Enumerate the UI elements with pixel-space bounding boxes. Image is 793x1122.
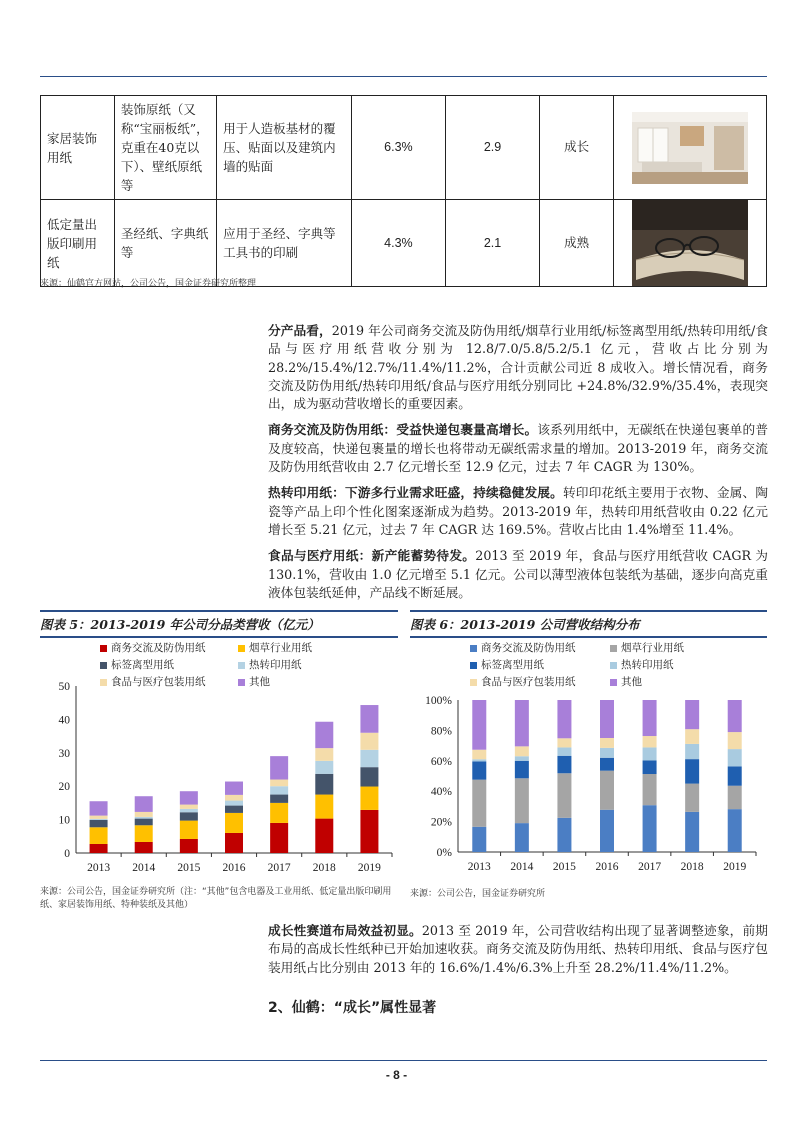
bar-segment bbox=[225, 782, 243, 795]
bar-segment bbox=[515, 756, 529, 761]
bar-segment bbox=[360, 787, 378, 810]
paragraph bbox=[268, 322, 768, 413]
y-tick-label: 30 bbox=[58, 747, 70, 760]
usage-cell: 用于人造板基材的覆压、贴面以及建筑内墙的贴面 bbox=[217, 96, 352, 200]
bar-segment bbox=[225, 801, 243, 806]
legend-swatch bbox=[238, 645, 245, 652]
category-cell: 低定量出版印刷用纸 bbox=[41, 200, 115, 287]
bar-segment bbox=[135, 812, 153, 817]
bar-segment bbox=[557, 773, 571, 818]
bar-segment bbox=[90, 827, 108, 844]
image-cell bbox=[614, 96, 767, 200]
figure6-title: 图表 6：2013-2019 公司营收结构分布 bbox=[410, 610, 767, 638]
legend-label: 商务交流及防伪用纸 bbox=[111, 642, 206, 654]
table-source: 来源：仙鹤官方网站，公司公告，国金证券研究所整理 bbox=[40, 279, 257, 289]
bar-segment bbox=[600, 771, 614, 810]
legend-label: 其他 bbox=[249, 676, 270, 688]
paragraph-lead: 商务交流及防伪用纸：受益快递包裹量高增长。 bbox=[268, 422, 538, 438]
paragraph-text: 2013 至 2019 年，食品与医疗用纸营收 CAGR 为 130.1%，营收由 1.0 亿元增至 5.1 亿元。公司以薄型液体包装纸为基础，逐步向高克重液体包装纸延伸，产品线不断延展。 bbox=[268, 548, 768, 600]
paragraph-lead: 热转印用纸：下游多行业需求旺盛，持续稳健发展。 bbox=[268, 485, 563, 501]
paragraph bbox=[268, 922, 768, 977]
x-tick-label: 2019 bbox=[723, 861, 747, 873]
bar-segment bbox=[557, 818, 571, 852]
legend-label: 烟草行业用纸 bbox=[621, 642, 684, 654]
x-tick-label: 2018 bbox=[680, 861, 704, 873]
bar-segment bbox=[315, 795, 333, 819]
legend-swatch bbox=[100, 645, 107, 652]
products-cell: 装饰原纸（又称“宝丽板纸”，克重在40克以下）、壁纸原纸等 bbox=[114, 96, 216, 200]
legend-swatch bbox=[610, 645, 617, 652]
bar-segment bbox=[643, 747, 657, 760]
bar-segment bbox=[90, 820, 108, 827]
usage-cell: 应用于圣经、字典等工具书的印刷 bbox=[217, 200, 352, 287]
legend-item bbox=[610, 657, 674, 672]
paragraph-lead: 食品与医疗用纸：新产能蓄势待发。 bbox=[268, 548, 476, 564]
legend-label: 标签离型用纸 bbox=[481, 659, 544, 671]
legend-label: 商务交流及防伪用纸 bbox=[481, 642, 576, 654]
legend-swatch bbox=[470, 662, 477, 669]
bar-segment bbox=[643, 760, 657, 774]
bar-segment bbox=[270, 780, 288, 787]
x-tick-label: 2019 bbox=[357, 862, 381, 874]
legend-label: 食品与医疗包装用纸 bbox=[111, 676, 206, 688]
page-number: - 8 - bbox=[385, 1068, 408, 1082]
bar-segment bbox=[180, 805, 198, 809]
bar-segment bbox=[270, 756, 288, 779]
x-tick-label: 2014 bbox=[510, 861, 534, 873]
bar-segment bbox=[360, 810, 378, 853]
bar-segment bbox=[472, 827, 486, 852]
y-tick-label: 20 bbox=[58, 781, 70, 794]
bar-segment bbox=[472, 750, 486, 760]
bar-segment bbox=[685, 744, 699, 759]
x-tick-label: 2015 bbox=[177, 862, 201, 874]
x-tick-label: 2013 bbox=[87, 862, 111, 874]
paragraph-text: 转印印花纸主要用于衣物、金属、陶瓷等产品上印个性化图案逐渐成为趋势。2013-2019 年，热转印用纸营收由 0.22 亿元增长至 5.21 亿元，过去 7 年 CAGR 达 169.5%。营收占比由 1.4%增至 11.4%。 bbox=[268, 485, 769, 537]
bar-segment bbox=[515, 746, 529, 756]
legend-item bbox=[470, 640, 576, 655]
bar-segment bbox=[600, 810, 614, 852]
x-tick-label: 2013 bbox=[467, 861, 491, 873]
paragraph-text: 2019 年公司商务交流及防伪用纸/烟草行业用纸/标签离型用纸/热转印用纸/食品与医疗用纸营收分别为 12.8/7.0/5.8/5.2/5.1 亿元，营收占比分别为 28.2%/15.4%/12.7%/11.4%/11.2%，合计贡献公司近 8 成收入。增长情况看，商务交流及防伪用纸/热转印用纸/食品与医疗用纸分别同比 +24.8%/32.9%/35.4%，表现突出，成为驱动营收增长的重要因素。 bbox=[268, 323, 769, 412]
y-tick-label: 80% bbox=[430, 725, 452, 738]
legend-swatch bbox=[100, 662, 107, 669]
bar-segment bbox=[225, 833, 243, 853]
legend-label: 标签离型用纸 bbox=[111, 659, 174, 671]
x-tick-label: 2017 bbox=[638, 861, 662, 873]
revenue-by-category-chart bbox=[40, 680, 398, 880]
revenue-structure-chart bbox=[410, 690, 767, 880]
bar-segment bbox=[685, 700, 699, 729]
bar-segment bbox=[515, 778, 529, 823]
legend-label: 烟草行业用纸 bbox=[249, 642, 312, 654]
bar-segment bbox=[600, 758, 614, 771]
bar-segment bbox=[180, 809, 198, 812]
bar-segment bbox=[225, 813, 243, 833]
bar-segment bbox=[557, 756, 571, 773]
bar-segment bbox=[270, 795, 288, 803]
bar-segment bbox=[225, 806, 243, 813]
book-glasses-photo bbox=[632, 200, 748, 286]
table-row bbox=[41, 96, 767, 200]
bar-segment bbox=[685, 812, 699, 852]
bar-segment bbox=[472, 700, 486, 750]
bar-segment bbox=[643, 805, 657, 852]
y-tick-label: 20% bbox=[430, 816, 452, 829]
bar-segment bbox=[472, 761, 486, 779]
top-rule bbox=[40, 76, 767, 77]
bar-segment bbox=[728, 732, 742, 749]
bar-segment bbox=[315, 748, 333, 761]
bar-segment bbox=[90, 844, 108, 853]
stage-cell: 成长 bbox=[540, 96, 614, 200]
bar-segment bbox=[135, 825, 153, 842]
table-row bbox=[41, 200, 767, 287]
bar-segment bbox=[515, 823, 529, 852]
legend-swatch bbox=[238, 662, 245, 669]
bar-segment bbox=[728, 700, 742, 732]
bar-segment bbox=[180, 812, 198, 820]
bar-segment bbox=[643, 700, 657, 736]
bar-segment bbox=[557, 747, 571, 755]
bar-segment bbox=[557, 738, 571, 747]
y-tick-label: 40% bbox=[430, 786, 452, 799]
bar-segment bbox=[360, 705, 378, 733]
legend-item bbox=[610, 640, 684, 655]
legend-label: 食品与医疗包装用纸 bbox=[481, 676, 576, 688]
y-tick-label: 0 bbox=[64, 848, 70, 860]
bar-segment bbox=[728, 766, 742, 785]
x-tick-label: 2015 bbox=[552, 861, 576, 873]
bar-segment bbox=[315, 722, 333, 748]
paragraph bbox=[268, 484, 768, 539]
products-cell: 圣经纸、字典纸等 bbox=[114, 200, 216, 287]
legend-label: 热转印用纸 bbox=[249, 659, 302, 671]
bar-segment bbox=[472, 759, 486, 761]
y-tick-label: 60% bbox=[430, 755, 452, 768]
revenue-cell: 2.1 bbox=[445, 200, 539, 287]
bar-segment bbox=[728, 809, 742, 852]
y-tick-label: 0% bbox=[436, 847, 452, 859]
bar-segment bbox=[270, 803, 288, 823]
x-tick-label: 2017 bbox=[267, 862, 291, 874]
bar-segment bbox=[90, 816, 108, 819]
revenue-cell: 2.9 bbox=[445, 96, 539, 200]
bottom-rule bbox=[40, 1060, 767, 1061]
y-tick-label: 10 bbox=[58, 814, 70, 827]
bar-segment bbox=[135, 817, 153, 819]
legend-label: 热转印用纸 bbox=[621, 659, 674, 671]
legend-item bbox=[470, 657, 544, 672]
y-tick-label: 100% bbox=[425, 695, 452, 707]
image-cell bbox=[614, 200, 767, 287]
bar-segment bbox=[135, 842, 153, 853]
bar-segment bbox=[360, 767, 378, 786]
bar-segment bbox=[180, 791, 198, 804]
paragraph-lead: 分产品看， bbox=[268, 323, 332, 338]
living-room-photo bbox=[632, 112, 748, 184]
legend-label: 其他 bbox=[621, 676, 642, 688]
figure5-source: 来源：公司公告，国金证券研究所（注：“其他”包含电器及工业用纸、低定量出版印刷用纸、家居装饰用纸、特种装纸及其他） bbox=[40, 887, 392, 910]
legend-swatch bbox=[470, 679, 477, 686]
bar-segment bbox=[180, 839, 198, 853]
y-tick-label: 40 bbox=[58, 714, 70, 727]
bar-segment bbox=[135, 796, 153, 812]
stage-cell: 成熟 bbox=[540, 200, 614, 287]
bar-segment bbox=[360, 750, 378, 767]
legend-item bbox=[100, 640, 206, 655]
x-tick-label: 2016 bbox=[595, 861, 619, 873]
bar-segment bbox=[643, 736, 657, 747]
legend-item bbox=[610, 674, 642, 689]
bar-segment bbox=[360, 733, 378, 750]
x-tick-label: 2016 bbox=[222, 862, 246, 874]
bar-segment bbox=[685, 759, 699, 783]
figure6-source: 来源：公司公告，国金证券研究所 bbox=[410, 889, 546, 899]
bar-segment bbox=[270, 823, 288, 853]
legend-item bbox=[238, 640, 312, 655]
bar-segment bbox=[90, 801, 108, 815]
legend-swatch bbox=[610, 662, 617, 669]
paragraph-text: 该系列用纸中，无碳纸在快递包裹单的普及度较高，快递包裹量的增长也将带动无碳纸需求量的增加。2013-2019 年，商务交流及防伪用纸营收由 2.7 亿元增长至 12.9 亿元，过去 7 年 CAGR 为 130%。 bbox=[268, 422, 769, 475]
paragraph bbox=[268, 547, 768, 602]
bar-segment bbox=[90, 819, 108, 820]
bar-segment bbox=[600, 738, 614, 748]
legend-item bbox=[238, 657, 302, 672]
bar-segment bbox=[225, 795, 243, 801]
paragraph-text: 2013 至 2019 年，公司营收结构出现了显著调整迹象，前期布局的高成长性纸种已开始加速收获。商务交流及防伪用纸、热转印用纸、食品与医疗包装用纸占比分别由 2013 年的 16.6%/1.4%/6.3%上升至 28.2%/11.4%/11.2%。 bbox=[268, 923, 768, 975]
body-text bbox=[268, 322, 768, 602]
legend-item bbox=[470, 674, 576, 689]
legend-swatch bbox=[610, 679, 617, 686]
legend-item bbox=[100, 657, 174, 672]
bar-segment bbox=[515, 700, 529, 746]
bar-segment bbox=[270, 786, 288, 794]
conclusion-text bbox=[268, 922, 768, 977]
bar-segment bbox=[728, 749, 742, 766]
bar-segment bbox=[180, 821, 198, 839]
bar-segment bbox=[728, 786, 742, 809]
share-cell: 6.3% bbox=[351, 96, 445, 200]
paragraph-lead: 成长性赛道布局效益初显。 bbox=[268, 923, 422, 938]
bar-segment bbox=[685, 784, 699, 812]
bar-segment bbox=[643, 774, 657, 805]
bar-segment bbox=[315, 761, 333, 774]
bar-segment bbox=[472, 780, 486, 827]
bar-segment bbox=[315, 774, 333, 795]
x-tick-label: 2014 bbox=[132, 862, 156, 874]
bar-segment bbox=[135, 819, 153, 826]
product-table bbox=[40, 95, 767, 287]
bar-segment bbox=[600, 748, 614, 758]
y-tick-label: 50 bbox=[58, 681, 70, 693]
category-cell: 家居装饰用纸 bbox=[41, 96, 115, 200]
x-tick-label: 2018 bbox=[312, 862, 336, 874]
bar-segment bbox=[600, 700, 614, 738]
bar-segment bbox=[685, 729, 699, 744]
paragraph bbox=[268, 421, 768, 476]
bar-segment bbox=[315, 819, 333, 853]
bar-segment bbox=[515, 761, 529, 778]
share-cell: 4.3% bbox=[351, 200, 445, 287]
bar-segment bbox=[557, 700, 571, 738]
figure5-title: 图表 5：2013-2019 年公司分品类营收（亿元） bbox=[40, 610, 398, 638]
section-heading: 2、仙鹤：“成长”属性显著 bbox=[268, 1000, 437, 1016]
legend-swatch bbox=[470, 645, 477, 652]
